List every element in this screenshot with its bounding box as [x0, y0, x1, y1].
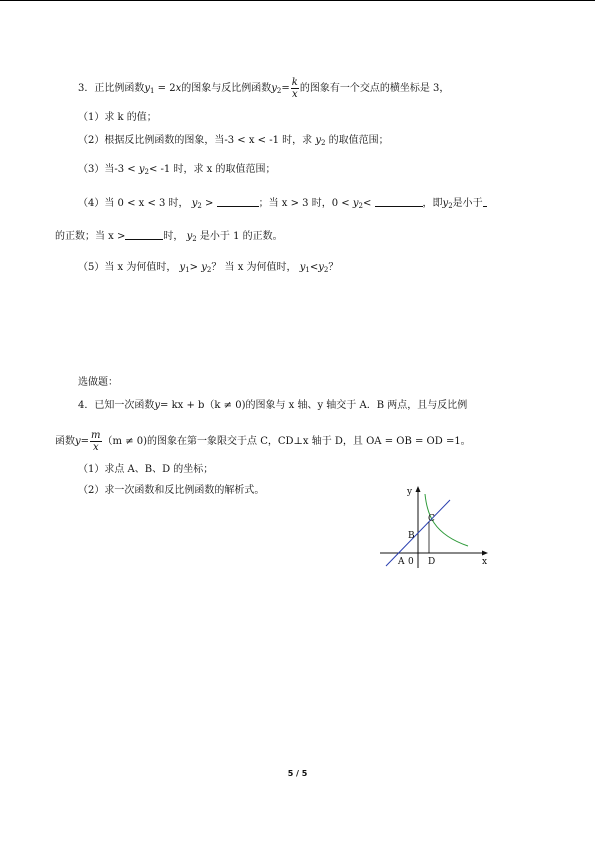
y-axis-label: y — [407, 487, 413, 497]
origin-label: 0 — [408, 557, 414, 567]
y-axis-arrow — [416, 486, 421, 492]
q4-line1: 4．已知一次函数y= kx + b（k ≠ 0)的图象与 x 轴、y 轴交于 A．B 两点，且与反比例 — [78, 400, 468, 411]
m-over-x-fraction: $\frac{m}{x}$ — [91, 430, 101, 453]
point-a-label: A — [398, 557, 405, 567]
q3-part3: （3）当$-3 < y_2< -1$ 时，求 x 的取值范围； — [78, 164, 276, 176]
q4-part2: （2）求一次函数和反比例函数的解析式。 — [78, 485, 265, 496]
answer-blank — [375, 196, 423, 207]
answer-blank — [217, 196, 259, 207]
q3-part5: （5）当 x 为何值时， $y_1> y_2$？ 当 x 为何值时， $y_1<y_2$？ — [78, 262, 339, 274]
x-axis-label: x — [482, 557, 488, 567]
x-axis-arrow — [482, 551, 488, 556]
k-over-x-fraction: $\frac{k}{x}$ — [291, 77, 298, 100]
top-rule — [0, 0, 595, 1]
point-b-label: B — [408, 531, 415, 541]
point-c-label: C — [428, 514, 435, 524]
answer-blank — [483, 196, 487, 207]
q3-intro: 3．正比例函数$y_1 = 2x$的图象与反比例函数$y_2=$ $\frac{k}{x}$ 的图象有一个交点的横坐标是 3， — [78, 77, 450, 100]
q4-line2: 函数y= $\frac{m}{x}$ （m ≠ 0)的图象在第一象限交于点 C，CD⊥x 轴于 D，且 OA = OB = OD =1。 — [55, 430, 471, 453]
q3-part2: （2）根据反比例函数的图象，当-3 < x < -1 时，求 $y_2$ 的取值范围； — [78, 135, 389, 147]
q3-part1: （1）求 k 的值； — [78, 112, 157, 123]
q4-part1: （1）求点 A、B、D 的坐标； — [78, 464, 214, 475]
q3-part4-line1: （4）当 0 < x < 3 时， $y_2$ > ；当 x > 3 时，$0 < y_2<$ ，即$y_2$是小于 — [78, 196, 487, 213]
optional-section-label: 选做题： — [78, 377, 118, 388]
point-d-label: D — [428, 557, 436, 567]
page-number: 5 / 5 — [287, 769, 308, 778]
q3-part4-line2: 的正数；当 x > 时， $y_2$ 是小于 1 的正数。 — [55, 231, 283, 243]
answer-blank — [125, 229, 163, 240]
function-graph — [378, 484, 496, 572]
